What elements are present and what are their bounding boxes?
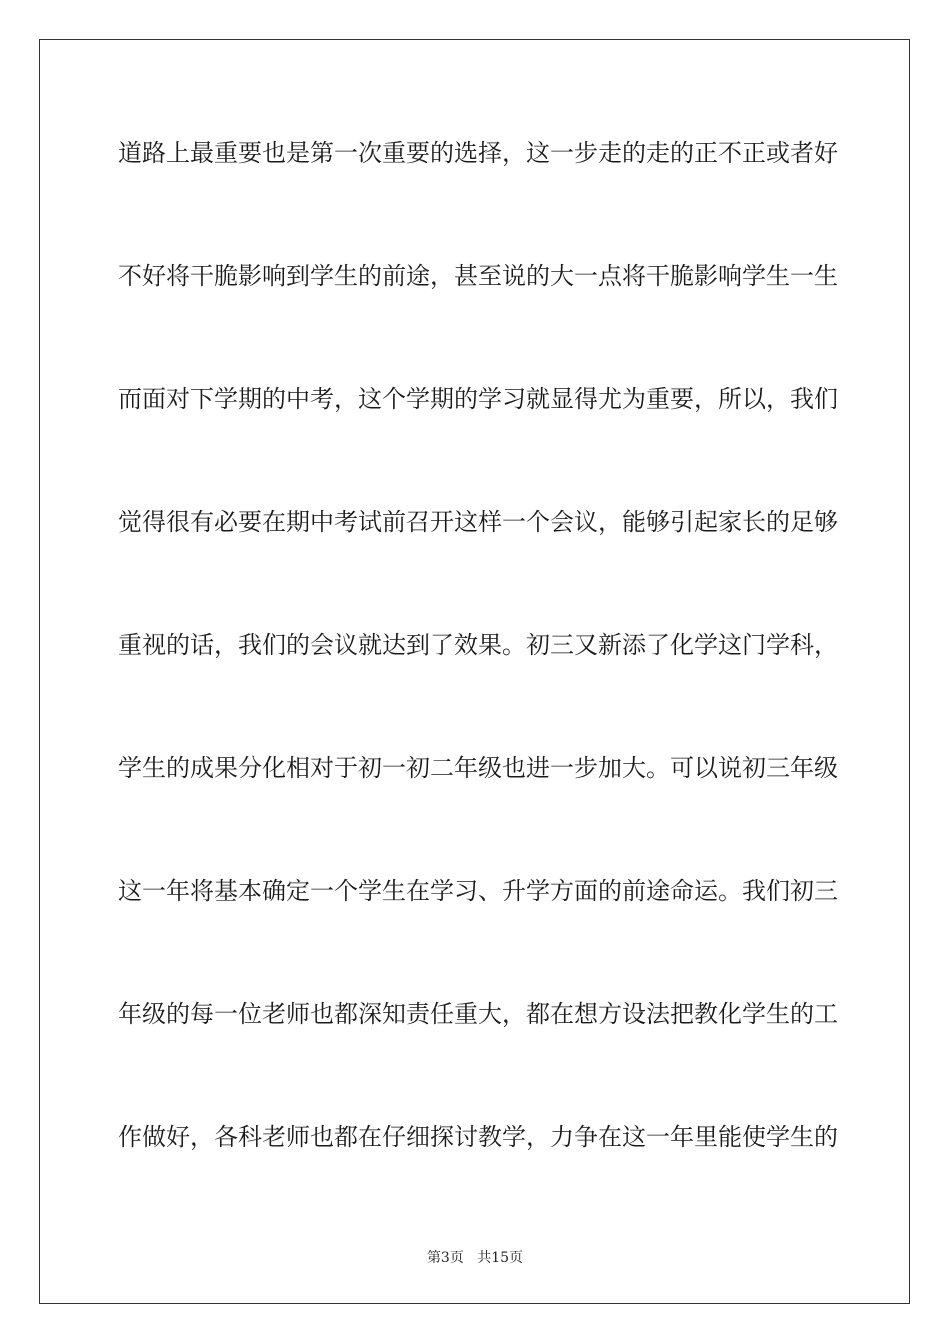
body-text-line-2: 不好将干脆影响到学生的前途，甚至说的大一点将干脆影响学生一生	[118, 262, 838, 290]
page-total: 共15页	[477, 1250, 524, 1266]
page-number: 第3页	[426, 1250, 464, 1266]
body-text-line-3: 而面对下学期的中考，这个学期的学习就显得尤为重要，所以，我们	[118, 385, 838, 413]
body-text-line-5: 重视的话，我们的会议就达到了效果。初三又新添了化学这门学科，	[118, 631, 838, 659]
body-text-line-8: 年级的每一位老师也都深知责任重大，都在想方设法把教化学生的工	[118, 1000, 838, 1028]
page-border	[39, 39, 910, 1304]
body-text-line-6: 学生的成果分化相对于初一初二年级也进一步加大。可以说初三年级	[118, 754, 838, 782]
body-text-line-7: 这一年将基本确定一个学生在学习、升学方面的前途命运。我们初三	[118, 877, 838, 905]
body-text-line-4: 觉得很有必要在期中考试前召开这样一个会议，能够引起家长的足够	[118, 508, 838, 536]
body-text-line-1: 道路上最重要也是第一次重要的选择，这一步走的走的正不正或者好	[118, 139, 838, 167]
body-text-line-9: 作做好，各科老师也都在仔细探讨教学，力争在这一年里能使学生的	[118, 1123, 838, 1151]
page-footer	[0, 1249, 950, 1267]
